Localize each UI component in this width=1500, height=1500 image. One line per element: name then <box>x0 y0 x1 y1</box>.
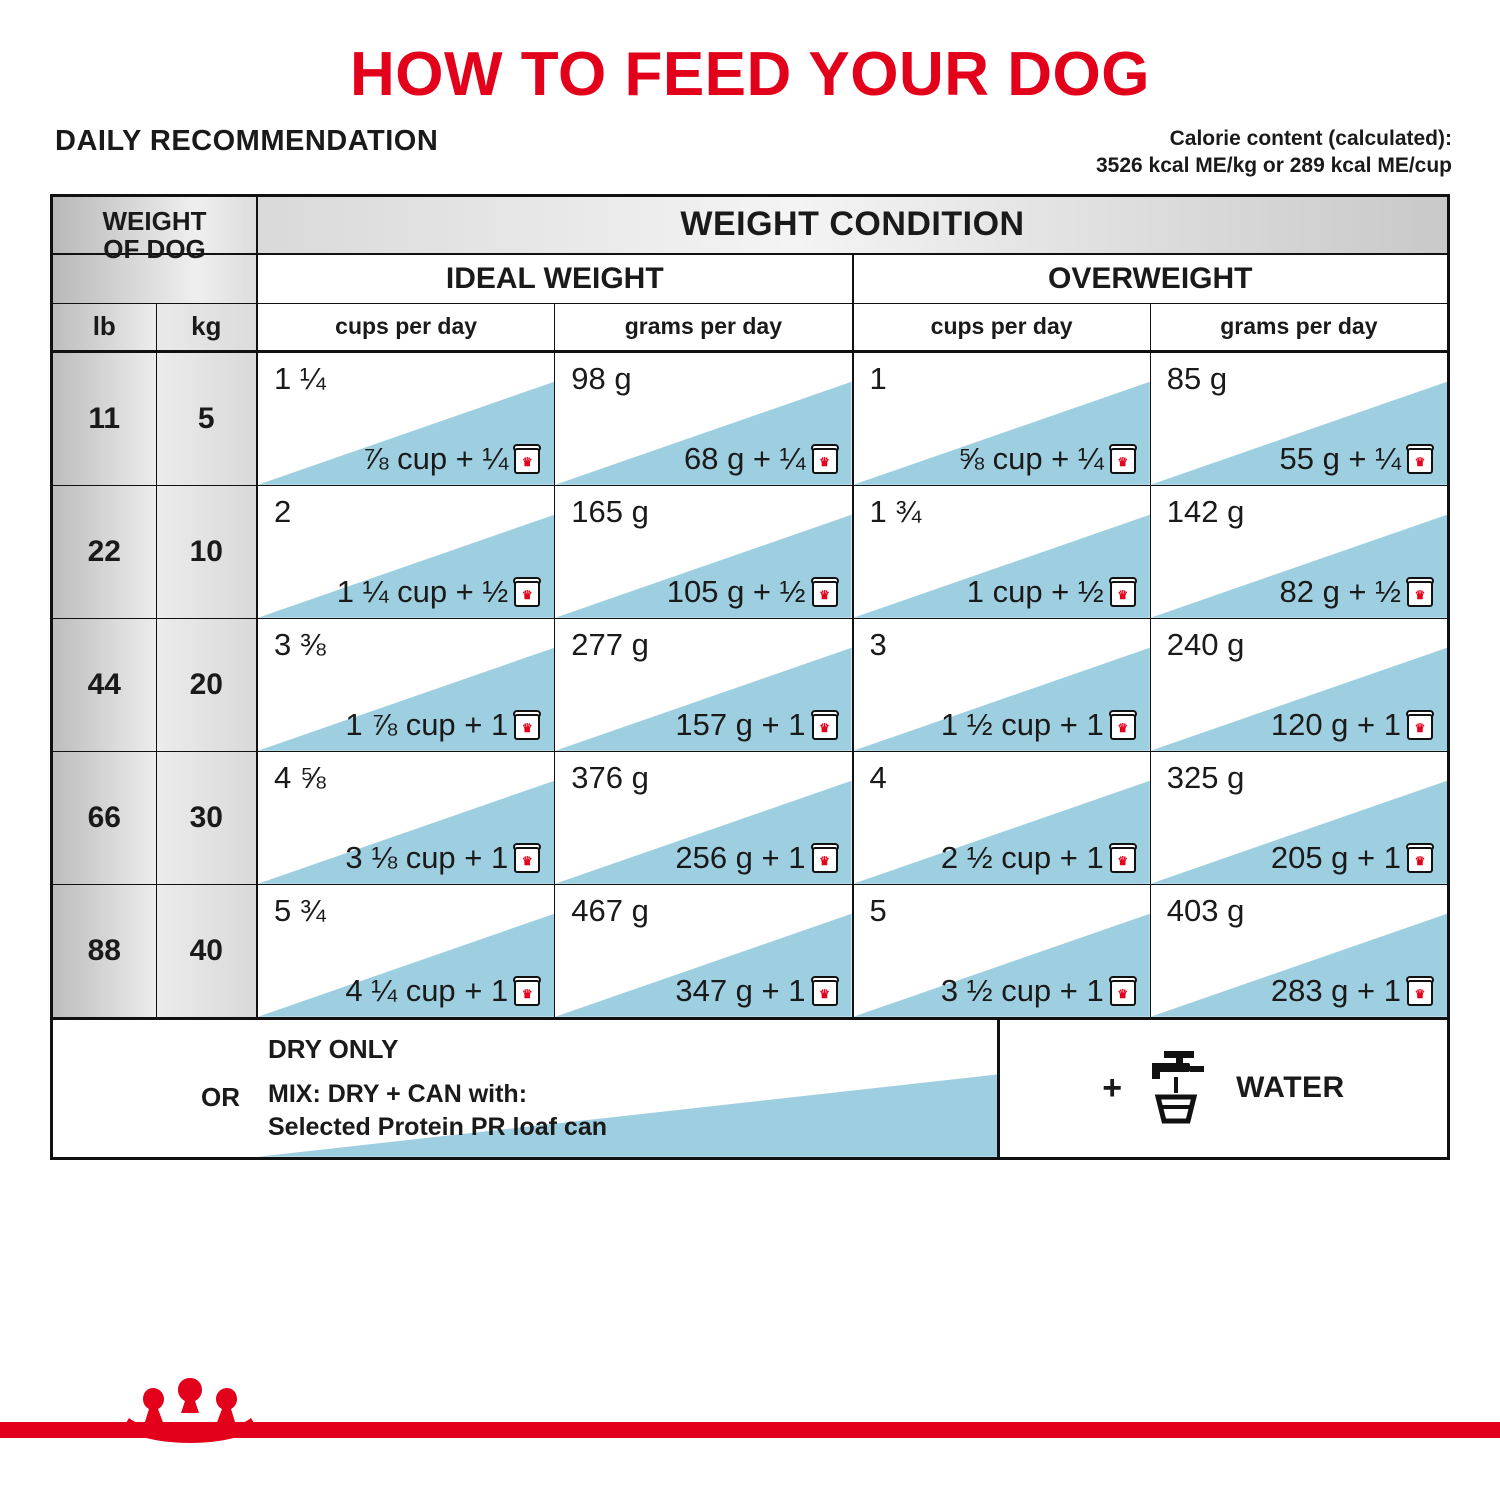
can-icon: ♛ <box>1407 444 1433 474</box>
water-label: WATER <box>1236 1071 1345 1105</box>
cell-ideal-grams <box>555 353 853 485</box>
dry-value: 467 g <box>571 892 649 928</box>
row-weight-kg: 40 <box>156 885 259 1017</box>
mix-text: ⅝ cup + ¼ <box>958 440 1104 476</box>
feeding-legend <box>50 1020 1450 1160</box>
legend-dry-only: DRY ONLY <box>268 1033 399 1064</box>
mix-value <box>667 574 838 610</box>
page-title: HOW TO FEED YOUR DOG <box>350 40 1150 109</box>
mix-value <box>675 973 837 1009</box>
calorie-line-2: 3526 kcal ME/kg or 289 kcal ME/cup <box>1095 154 1452 178</box>
cell-ideal-cups <box>258 619 555 751</box>
mix-value <box>941 973 1136 1009</box>
dry-value: 325 g <box>1166 759 1245 795</box>
mix-value <box>337 574 540 610</box>
mix-text: 3 ½ cup + 1 <box>940 972 1104 1008</box>
can-icon: ♛ <box>1110 843 1136 873</box>
mix-text: 2 ½ cup + 1 <box>940 839 1104 875</box>
mix-text: 68 g + ¼ <box>683 440 806 476</box>
dry-value: 142 g <box>1166 493 1245 529</box>
table-row <box>53 353 1447 486</box>
mix-value <box>684 441 838 477</box>
mix-value <box>345 840 540 876</box>
mix-text: 283 g + 1 <box>1270 972 1401 1008</box>
header-over-cups: cups per day <box>854 304 1151 350</box>
can-icon: ♛ <box>1407 577 1433 607</box>
mix-text: 1 ¼ cup + ½ <box>336 573 509 609</box>
legend-mix <box>268 1078 607 1146</box>
can-icon: ♛ <box>514 577 540 607</box>
cell-ideal-grams <box>555 486 853 618</box>
faucet-icon <box>1136 1049 1222 1127</box>
table-header-units <box>53 304 1447 353</box>
mix-value <box>675 707 837 743</box>
mix-text: 1 cup + ½ <box>966 573 1104 609</box>
legend-or: OR <box>201 1081 240 1112</box>
royal-canin-crown-logo <box>95 1364 285 1454</box>
row-weight-kg: 30 <box>156 752 259 884</box>
cell-over-grams <box>1151 885 1447 1017</box>
mix-value <box>941 840 1136 876</box>
calorie-content <box>1096 125 1452 180</box>
can-icon: ♛ <box>1407 710 1433 740</box>
weight-of-dog-header <box>53 197 258 264</box>
mix-text: 82 g + ½ <box>1279 573 1401 609</box>
can-icon: ♛ <box>1110 976 1136 1006</box>
cell-ideal-cups <box>258 885 555 1017</box>
weight-of-dog-line2: OF DOG <box>103 233 206 264</box>
can-icon: ♛ <box>812 444 838 474</box>
header-ideal-grams: grams per day <box>555 304 853 350</box>
can-icon: ♛ <box>514 976 540 1006</box>
mix-value <box>1271 707 1433 743</box>
mix-text: 1 ⅞ cup + 1 <box>345 706 509 742</box>
can-icon: ♛ <box>514 843 540 873</box>
cell-over-cups <box>854 486 1151 618</box>
row-weight-lb: 88 <box>53 885 156 1017</box>
mix-text: 105 g + ½ <box>666 573 806 609</box>
subheader <box>0 107 1500 180</box>
plus-sign: + <box>1102 1068 1123 1107</box>
mix-value <box>967 574 1136 610</box>
table-header-top <box>53 197 1447 264</box>
mix-value <box>1279 574 1433 610</box>
cell-ideal-cups <box>258 353 555 485</box>
dry-value: 5 ¾ <box>274 892 326 928</box>
cell-over-grams <box>1151 486 1447 618</box>
dry-value: 3 <box>869 626 887 662</box>
table-header-conditions <box>53 255 1447 304</box>
dry-value: 240 g <box>1166 626 1245 662</box>
legend-mix-line2: Selected Protein PR loaf can <box>268 1113 607 1142</box>
can-icon: ♛ <box>812 976 838 1006</box>
mix-text: 157 g + 1 <box>675 706 806 742</box>
condition-overweight: OVERWEIGHT <box>854 255 1448 303</box>
row-weight-lb: 22 <box>53 486 156 618</box>
calorie-line-1: Calorie content (calculated): <box>1169 127 1452 151</box>
row-weight-kg: 20 <box>156 619 259 751</box>
weight-of-dog-text <box>103 186 207 263</box>
weight-of-dog-line1: WEIGHT <box>102 206 207 237</box>
dry-value: 98 g <box>571 360 632 396</box>
weight-condition-header: WEIGHT CONDITION <box>258 197 1447 253</box>
dry-value: 4 ⅝ <box>274 759 326 795</box>
legend-left <box>53 1020 997 1157</box>
row-weight-lb: 11 <box>53 353 156 485</box>
dry-value: 5 <box>869 892 887 928</box>
header-over-grams: grams per day <box>1220 313 1378 340</box>
daily-recommendation-label: DAILY RECOMMENDATION <box>55 125 439 158</box>
mix-text: 55 g + ¼ <box>1279 440 1401 476</box>
dry-value: 3 ⅜ <box>274 626 326 662</box>
mix-value <box>345 973 540 1009</box>
row-weight-kg: 5 <box>156 353 259 485</box>
can-icon: ♛ <box>514 710 540 740</box>
mix-text: 3 ⅛ cup + 1 <box>345 839 509 875</box>
unit-kg-header: kg <box>156 304 259 350</box>
mix-value <box>1279 441 1433 477</box>
table-row <box>53 486 1447 619</box>
cell-over-grams <box>1151 752 1447 884</box>
cell-over-cups <box>854 353 1151 485</box>
can-icon: ♛ <box>812 577 838 607</box>
mix-value <box>363 441 541 477</box>
cell-over-cups <box>854 619 1151 751</box>
dry-value: 277 g <box>571 626 649 662</box>
cell-ideal-grams <box>555 619 853 751</box>
row-weight-lb: 44 <box>53 619 156 751</box>
mix-text: 4 ¼ cup + 1 <box>345 972 509 1008</box>
mix-value <box>958 441 1136 477</box>
cell-ideal-cups <box>258 486 555 618</box>
mix-text: ⅞ cup + ¼ <box>362 440 509 476</box>
legend-mix-line1: MIX: DRY + CAN with: <box>268 1079 528 1108</box>
dry-value: 1 <box>869 360 887 396</box>
mix-value <box>675 840 837 876</box>
mix-text: 347 g + 1 <box>675 972 806 1008</box>
legend-water <box>997 1020 1447 1157</box>
cell-over-grams <box>1151 353 1447 485</box>
mix-value <box>941 707 1136 743</box>
cell-over-cups <box>854 752 1151 884</box>
table-row <box>53 752 1447 885</box>
dry-value: 85 g <box>1166 360 1228 396</box>
cell-ideal-cups <box>258 752 555 884</box>
cell-over-cups <box>854 885 1151 1017</box>
row-weight-lb: 66 <box>53 752 156 884</box>
dry-value: 403 g <box>1166 892 1245 928</box>
cell-ideal-grams <box>555 885 853 1017</box>
table-row <box>53 619 1447 752</box>
cell-ideal-grams <box>555 752 853 884</box>
can-icon: ♛ <box>812 843 838 873</box>
mix-value <box>1271 973 1433 1009</box>
dry-value: 4 <box>869 759 887 795</box>
header-ideal-cups: cups per day <box>258 304 555 350</box>
mix-value <box>345 707 540 743</box>
dry-value: 165 g <box>571 493 649 529</box>
dry-value: 376 g <box>571 759 649 795</box>
can-icon: ♛ <box>1110 577 1136 607</box>
dry-value: 1 ¾ <box>869 493 922 529</box>
mix-text: 256 g + 1 <box>675 839 806 875</box>
mix-text: 1 ½ cup + 1 <box>940 706 1104 742</box>
unit-lb-header: lb <box>53 304 156 350</box>
mix-value <box>1271 840 1433 876</box>
table-row <box>53 885 1447 1017</box>
can-icon: ♛ <box>1110 710 1136 740</box>
dry-value: 2 <box>274 493 292 529</box>
row-weight-kg: 10 <box>156 486 259 618</box>
can-icon: ♛ <box>1110 444 1136 474</box>
can-icon: ♛ <box>514 444 540 474</box>
mix-text: 120 g + 1 <box>1270 706 1401 742</box>
condition-ideal-weight: IDEAL WEIGHT <box>258 255 854 303</box>
feeding-table <box>50 194 1450 1020</box>
can-icon: ♛ <box>1407 976 1433 1006</box>
dry-value: 1 ¼ <box>274 360 326 396</box>
can-icon: ♛ <box>812 710 838 740</box>
mix-text: 205 g + 1 <box>1270 839 1401 875</box>
can-icon: ♛ <box>1407 843 1433 873</box>
cell-over-grams <box>1151 619 1447 751</box>
